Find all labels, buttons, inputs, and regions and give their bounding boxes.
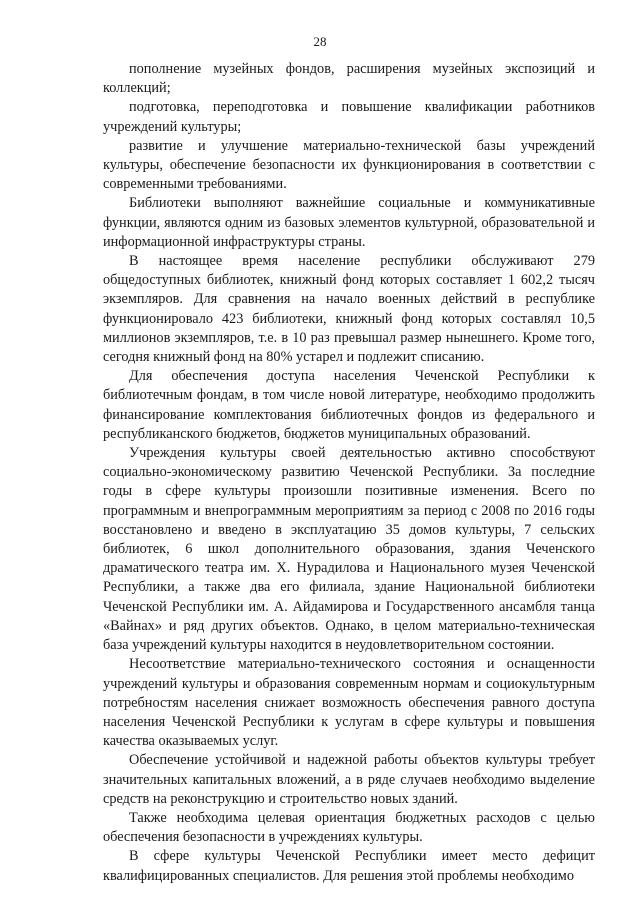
paragraph-staff-training: подготовка, переподготовка и повышение квалификации работников учреждений культуры;	[103, 99, 595, 135]
paragraph-museum-funds: пополнение музейных фондов, расширения музейных экспозиций и коллекций;	[103, 61, 595, 97]
paragraph-capital-investment: Обеспечение устойчивой и надежной работы объектов культуры требует значительных капитальных вложений, а в ряде случаев необходимо выделение средств на реконструкцию и строительство новых зданий.	[103, 752, 595, 807]
paragraph-budget-security: Также необходима целевая ориентация бюджетных расходов с целью обеспечения безопасности в учреждениях культуры.	[103, 809, 595, 846]
paragraph-libraries-functions: Библиотеки выполняют важнейшие социальные и коммуникативные функции, являются одним из базовых элементов культурной, образовательной и информационной инфраструктуры страны.	[103, 195, 595, 250]
paragraph-material-base: развитие и улучшение материально-технической базы учреждений культуры, обеспечение безопасности их функционирования в соответствии с современными требованиями.	[103, 137, 595, 193]
paragraph-specialist-shortage: В сфере культуры Чеченской Республики имеет место дефицит квалифицированных специалистов. Для решения этой проблемы необходимо	[103, 848, 595, 884]
paragraph-culture-institutions: Учреждения культуры своей деятельностью активно способствуют социально-экономическому развитию Чеченской Республики. За последние годы в сфере культуры произошли позитивные изменения. Всего по программным и внепрограммным мероприятиям за период с 2008 по 2016 годы восстановлено и введено в эксплуатацию 35 домов культуры, 7 сельских библиотек, 6 школ дополнительного образования, здания Чеченского драматического театра им. Х. Нурадилова и Национального музея Чеченской Республики, а также два его филиала, здание Национальной библиотеки Чеченской Республики им. А. Айдамирова и Государственного ансамбля танца «Вайнах» и ряд других объектов. Однако, в целом материально-техническая база учреждений культуры находится в неудовлетворительном состоянии.	[103, 445, 595, 654]
document-body	[103, 60, 595, 886]
paragraph-library-access: Для обеспечения доступа населения Чеченской Республики к библиотечным фондам, в том числе новой литературе, необходимо продолжить финансирование комплектования библиотечных фондов из федерального и республиканского бюджетов, бюджетов муниципальных образований.	[103, 368, 595, 442]
page-number: 28	[313, 34, 327, 49]
paragraph-libraries-statistics: В настоящее время население республики обслуживают 279 общедоступных библиотек, книжный фонд которых составляет 1 602,2 тысяч экземпляров. Для сравнения на начало военных действий в республике функционировало 423 библиотеки, книжный фонд которых составлял 10,5 миллионов экземпляров, т.е. в 10 раз превышал размер нынешнего. Кроме того, сегодня книжный фонд на 80% устарел и подлежит списанию.	[103, 253, 595, 366]
paragraph-mismatch-standards: Несоответствие материально-технического состояния и оснащенности учреждений культуры и образования современным нормам и социокультурным потребностям населения снижает возможность обеспечения равного доступа населения Чеченской Республики к услугам в сфере культуры и повышения качества оказываемых услуг.	[103, 656, 595, 750]
